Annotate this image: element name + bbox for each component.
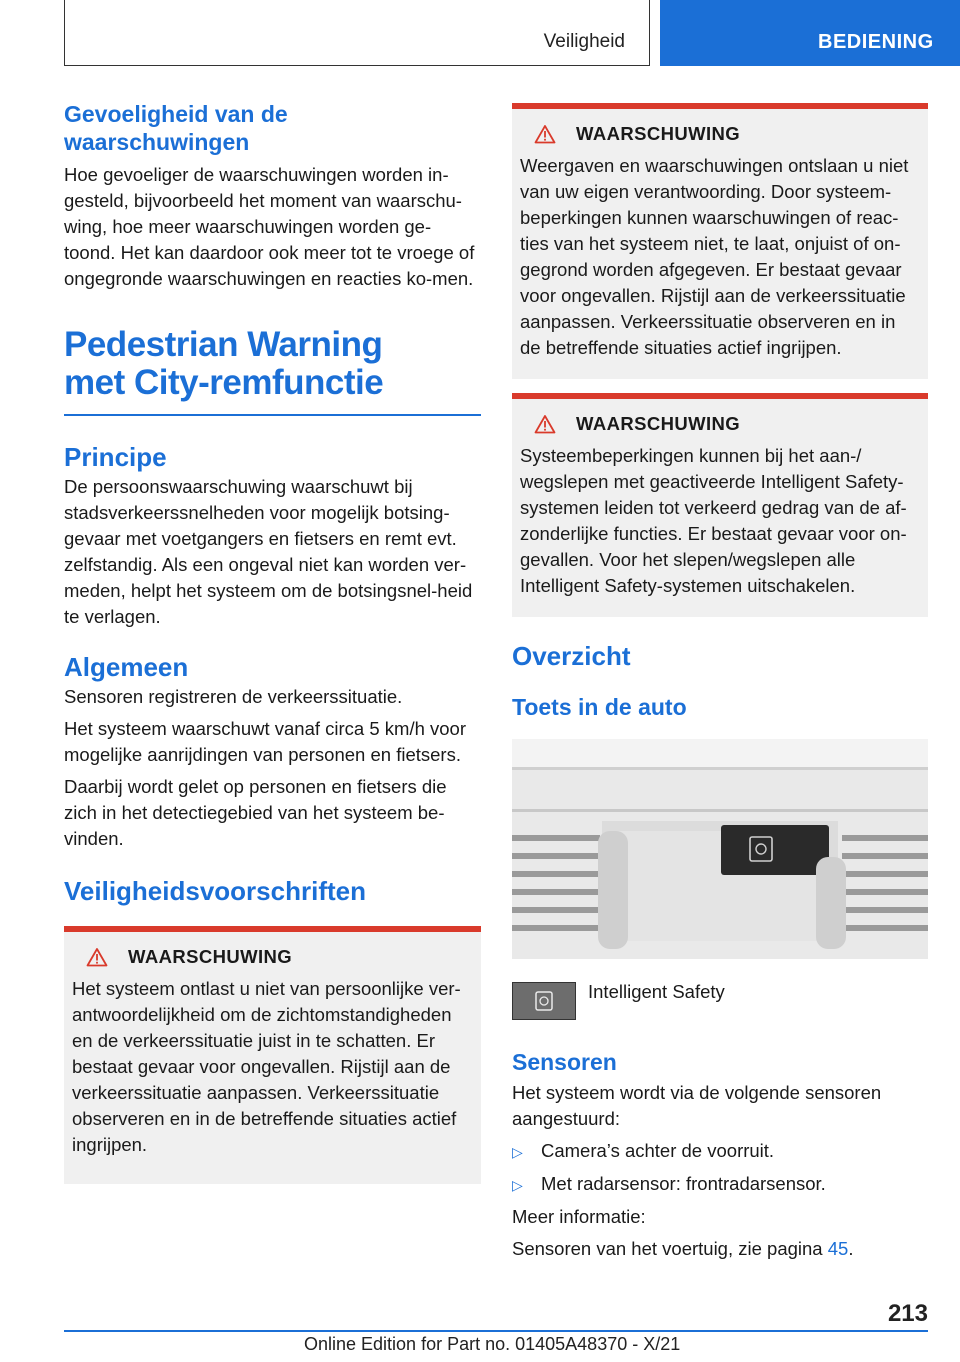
dashboard-illustration [512, 739, 928, 959]
list-item [512, 1138, 928, 1165]
list-item [512, 1171, 928, 1198]
sensitivity-heading: Gevoeligheid van de waarschuwingen [64, 101, 288, 155]
overview-heading: Overzicht [512, 641, 631, 671]
warning-text-1: Het systeem ontlast u niet van persoonlijke ver-antwoordelijkheid om de zichtomstandigheden en de verkeerssituatie juist in te schatten. Er bestaat gevaar voor ongevallen. Rijstijl aan de verkeerssituatie aanpassen. Verkeerssituatie observeren en in de betreffende situaties actief ingrijpen. [72, 977, 461, 1155]
general-text-3: Daarbij wordt gelet op personen en fietsers die zich in het detectiegebied van het systeem be-vinden. [64, 775, 447, 849]
general-text-2: Het systeem waarschuwt vanaf circa 5 km/h voor mogelijke aanrijdingen van personen en fietsers. [64, 717, 467, 765]
warning-title-2 [520, 121, 920, 147]
sensors-text: Het systeem wordt via de volgende sensoren aangestuurd: [512, 1082, 882, 1129]
button-legend [512, 979, 928, 1020]
page-link[interactable]: 45 [827, 1238, 849, 1259]
reference-line [512, 1236, 928, 1262]
chapter-tab[interactable] [660, 0, 960, 66]
bullet-triangle-icon: ▷ [512, 1177, 523, 1193]
reference-text: Sensoren van het voertuig, zie pagina [512, 1238, 828, 1259]
bullet-triangle-icon: ▷ [512, 1144, 523, 1160]
warning-text-2: Weergaven en waarschuwingen ontslaan u niet van uw eigen verantwoording. Door systeem-beperkingen kunnen waarschuwingen of reac-ties van het systeem niet, te laat, onjuist of on-gegrond worden afgegeven. Er bestaat gevaar voor ongevallen. Rijstijl aan de verkeerssituatie aanpassen. Verkeerssituatie observeren en in de betreffende situaties actief ingrijpen. [520, 155, 909, 358]
heading-rule [64, 414, 481, 416]
button-heading: Toets in de auto [512, 694, 687, 720]
car-button-photo [512, 739, 928, 959]
bullet-text: Camera’s achter de voorruit. [541, 1140, 775, 1161]
warning-box-3 [512, 393, 928, 617]
reference-end: . [848, 1238, 854, 1259]
warning-triangle-icon [534, 414, 556, 434]
page-number: 213 [887, 1300, 928, 1327]
sensitivity-text: Hoe gevoeliger de waarschuwingen worden in-gesteld, bijvoorbeeld het moment van waarschu-wing, hoe meer waarschuwingen worden ge-toond. Het kan daardoor ook meer tot te vroege of ongegronde waarschuwingen en reacties ko-men. [64, 164, 475, 289]
edition-text: Online Edition for Part no. 01405A48370 - X/21 [304, 1334, 681, 1354]
general-heading: Algemeen [64, 651, 189, 682]
warning-label-2: WAARSCHUWING [576, 123, 741, 144]
warning-title-3 [520, 411, 920, 437]
general-text-1: Sensoren registreren de verkeerssituatie. [64, 685, 403, 707]
button-label: Intelligent Safety [588, 981, 725, 1002]
header-box [64, 0, 650, 66]
more-info: Meer informatie: [512, 1206, 646, 1227]
principle-text: De persoonswaarschuwing waarschuwt bij stadsverkeerssnelheden voor mogelijk botsing-gevaar met voetgangers en fietsers en remt evt. zelfstandig. Als een ongeval niet kan worden ver-meden, helpt het systeem om de botsingsnel-heid te verlagen. [64, 475, 473, 627]
footer-rule [64, 1330, 928, 1332]
left-column [64, 100, 481, 1184]
safety-heading: Veiligheidsvoorschriften [64, 875, 366, 906]
principle-heading: Principe [64, 441, 167, 472]
warning-label-1: WAARSCHUWING [128, 945, 293, 967]
warning-title-1 [72, 944, 473, 970]
warning-box-1 [64, 926, 481, 1184]
warning-triangle-icon [534, 124, 556, 144]
bullet-text: Met radarsensor: frontradarsensor. [541, 1173, 826, 1194]
main-heading: Pedestrian Warning met City-remfunctie [64, 325, 384, 402]
right-column [512, 100, 928, 1262]
warning-box-2 [512, 103, 928, 379]
section-title: Veiligheid [543, 31, 625, 52]
warning-text-3: Systeembeperkingen kunnen bij het aan-/ wegslepen met geactiveerde Intelligent Safety-systemen leiden tot verkeerd gedrag van de af-zonderlijke functies. Er bestaat gevaar voor on-gevallen. Voor het slepen/wegslepen alle Intelligent Safety-systemen uitschakelen. [520, 445, 907, 596]
chapter-label: BEDIENING [818, 31, 934, 53]
warning-triangle-icon [86, 947, 108, 967]
intelligent-safety-button-icon[interactable] [512, 982, 576, 1020]
warning-label-3: WAARSCHUWING [576, 413, 741, 434]
sensors-heading: Sensoren [512, 1049, 617, 1075]
